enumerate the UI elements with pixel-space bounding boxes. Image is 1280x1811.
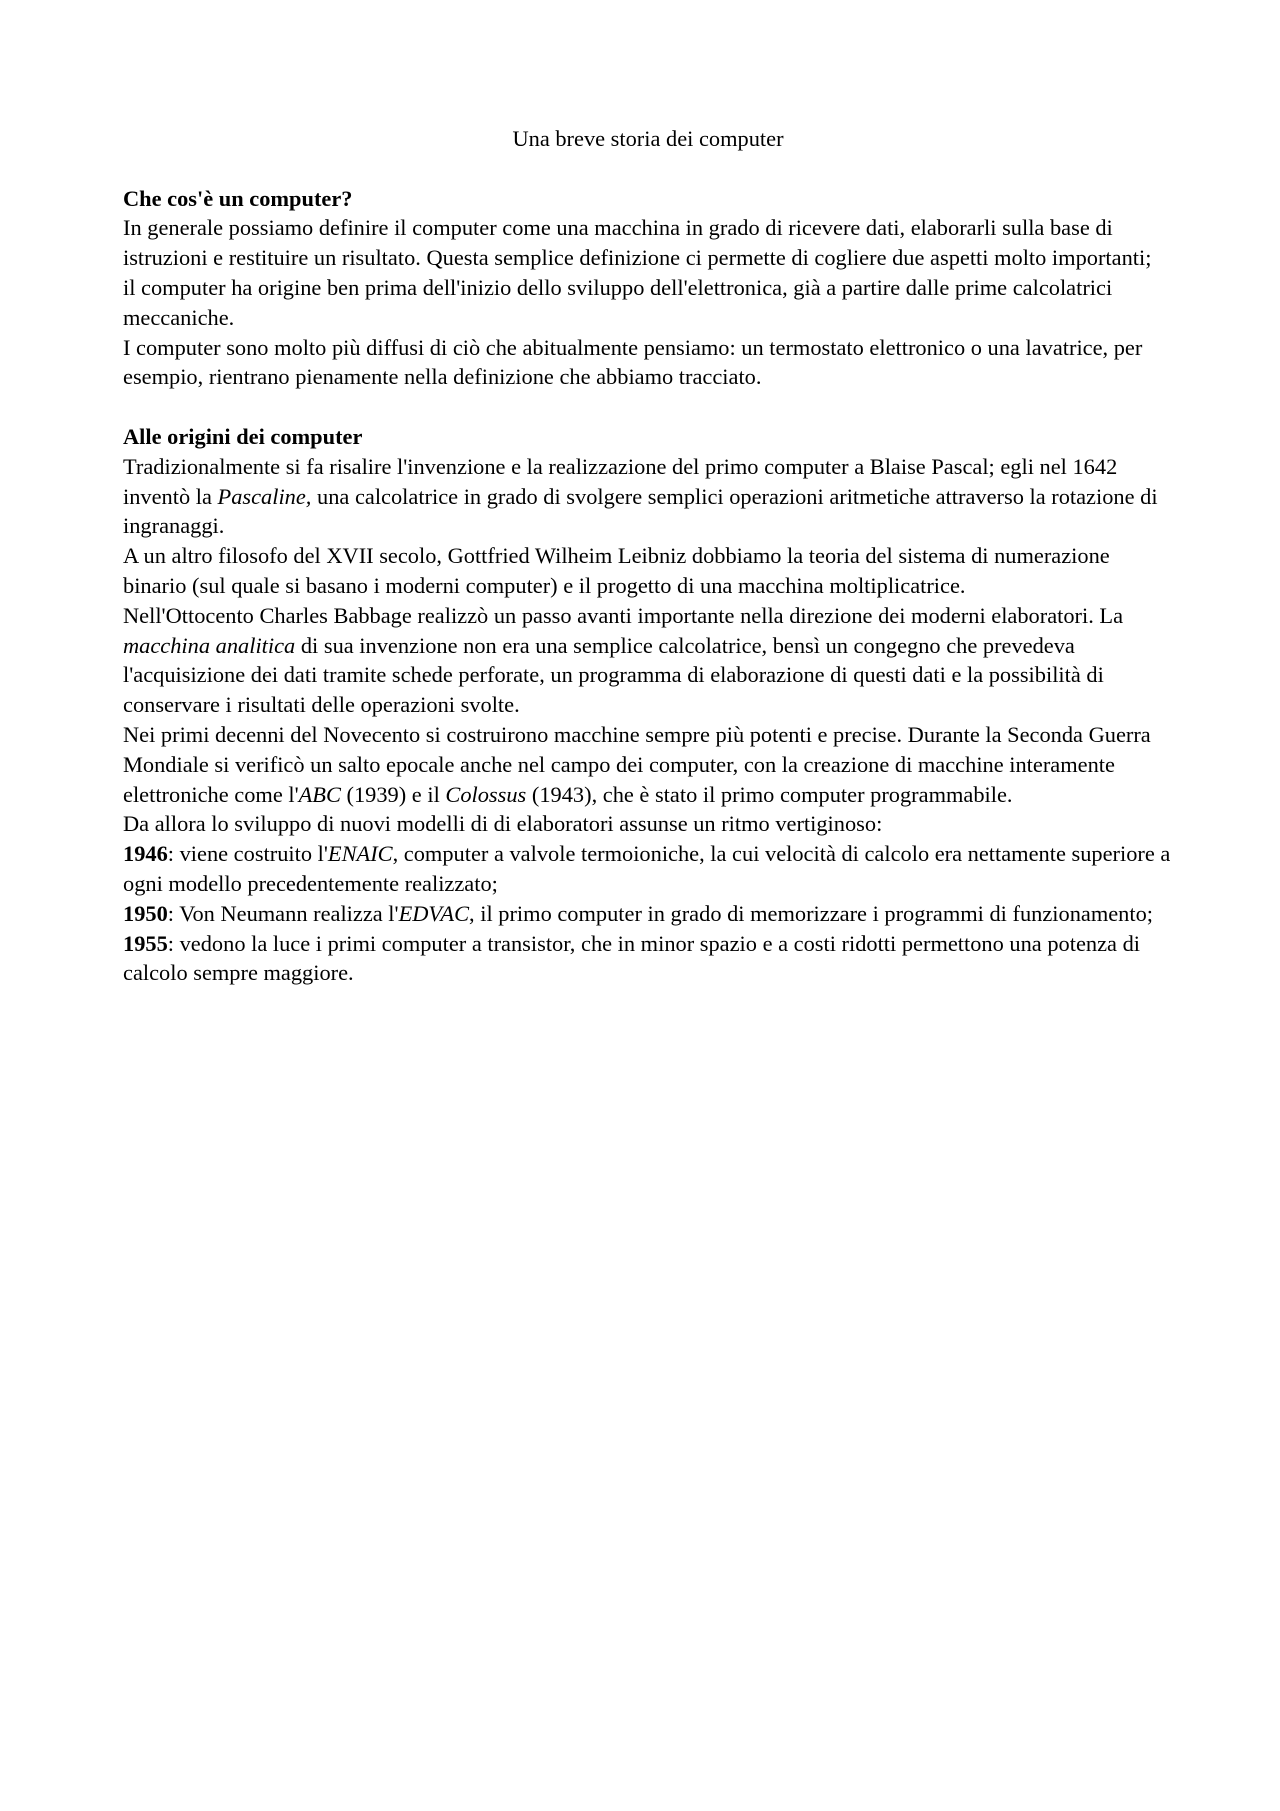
section-heading-origins: Alle origini dei computer [123, 423, 363, 449]
paragraph-pascal [123, 452, 1173, 541]
paragraph-development: Da allora lo sviluppo di nuovi modelli di di elaboratori assunse un ritmo vertiginoso: [123, 811, 883, 837]
document-body [123, 124, 1173, 988]
paragraph-twentieth-century [123, 720, 1173, 809]
text-run: , il primo computer in grado di memorizzare i programmi di funzionamento; [469, 900, 1154, 926]
text-run: Nell'Ottocento Charles Babbage realizzò un passo avanti importante nella direzione dei moderni elaboratori. La [123, 602, 1124, 628]
timeline-item-1955 [123, 929, 1173, 989]
paragraph-leibniz: A un altro filosofo del XVII secolo, Gottfried Wilheim Leibniz dobbiamo la teoria del sistema di numerazione binario (sul quale si basano i moderni computer) e il progetto di una macchina moltiplicatrice. [123, 543, 1110, 598]
timeline-item-1950 [123, 899, 1173, 929]
italic-term-abc: ABC [298, 781, 341, 807]
italic-term-colossus: Colossus [445, 781, 527, 807]
blank-line [123, 392, 1173, 422]
paragraph-babbage [123, 601, 1173, 720]
timeline-year: 1946 [123, 841, 168, 867]
paragraph: I computer sono molto più diffusi di ciò che abitualmente pensiamo: un termostato elettronico o una lavatrice, per esempio, rientrano pienamente nella definizione che abbiamo tracciato. [123, 334, 1143, 390]
timeline-year: 1950 [123, 900, 168, 926]
text-run: (1943), che è stato il primo computer programmabile. [526, 781, 1013, 807]
italic-term-analytical-engine: macchina analitica [123, 632, 296, 658]
timeline-item-1946 [123, 839, 1173, 899]
paragraph: In generale possiamo definire il computer come una macchina in grado di ricevere dati, elaborarli sulla base di istruzioni e restituire un risultato. Questa semplice definizione ci permette di cogliere due aspetti molto importanti; [123, 215, 1152, 271]
paragraph: il computer ha origine ben prima dell'inizio dello sviluppo dell'elettronica, già a partire dalle prime calcolatrici meccaniche. [123, 274, 1113, 330]
text-run: : Von Neumann realizza l' [167, 900, 399, 926]
text-run: Tradizionalmente si fa risalire l'invenzione e la realizzazione del primo computer a Blaise Pascal; egli nel 1642 inventò la [123, 453, 1118, 509]
timeline-year: 1955 [123, 930, 168, 956]
text-run: Nei primi decenni del Novecento si costruirono macchine sempre più potenti e precise. Durante la Seconda Guerra Mondiale si verificò un salto epocale anche nel campo dei computer, con la creazione di macchine interamente elettroniche come l' [123, 721, 1151, 807]
section-heading-what-is: Che cos'è un computer? [123, 185, 353, 211]
text-run: una calcolatrice in grado di svolgere semplici operazioni aritmetiche attraverso la rotazione di ingranaggi. [123, 483, 1158, 539]
text-run: : viene costruito l' [167, 841, 328, 867]
text-run: di sua invenzione non era una semplice calcolatrice, bensì un congegno che prevedeva l'acquisizione dei dati tramite schede perforate, un programma di elaborazione di questi dati e la possibilità di conservare i risultati delle operazioni svolte. [123, 632, 1104, 718]
italic-term-pascaline: Pascaline, [217, 483, 312, 509]
text-run: : vedono la luce i primi computer a transistor, che in minor spazio e a costi ridotti permettono una potenza di calcolo sempre maggiore. [123, 930, 1140, 986]
italic-term-edvac: EDVAC [398, 900, 470, 926]
text-run: (1939) e il [340, 781, 446, 807]
document-title: Una breve storia dei computer [512, 126, 784, 151]
italic-term-enaic: ENAIC [327, 841, 393, 867]
text-run: , computer a valvole termoioniche, la cui velocità di calcolo era nettamente superiore a ogni modello precedentemente realizzato; [123, 841, 1171, 896]
